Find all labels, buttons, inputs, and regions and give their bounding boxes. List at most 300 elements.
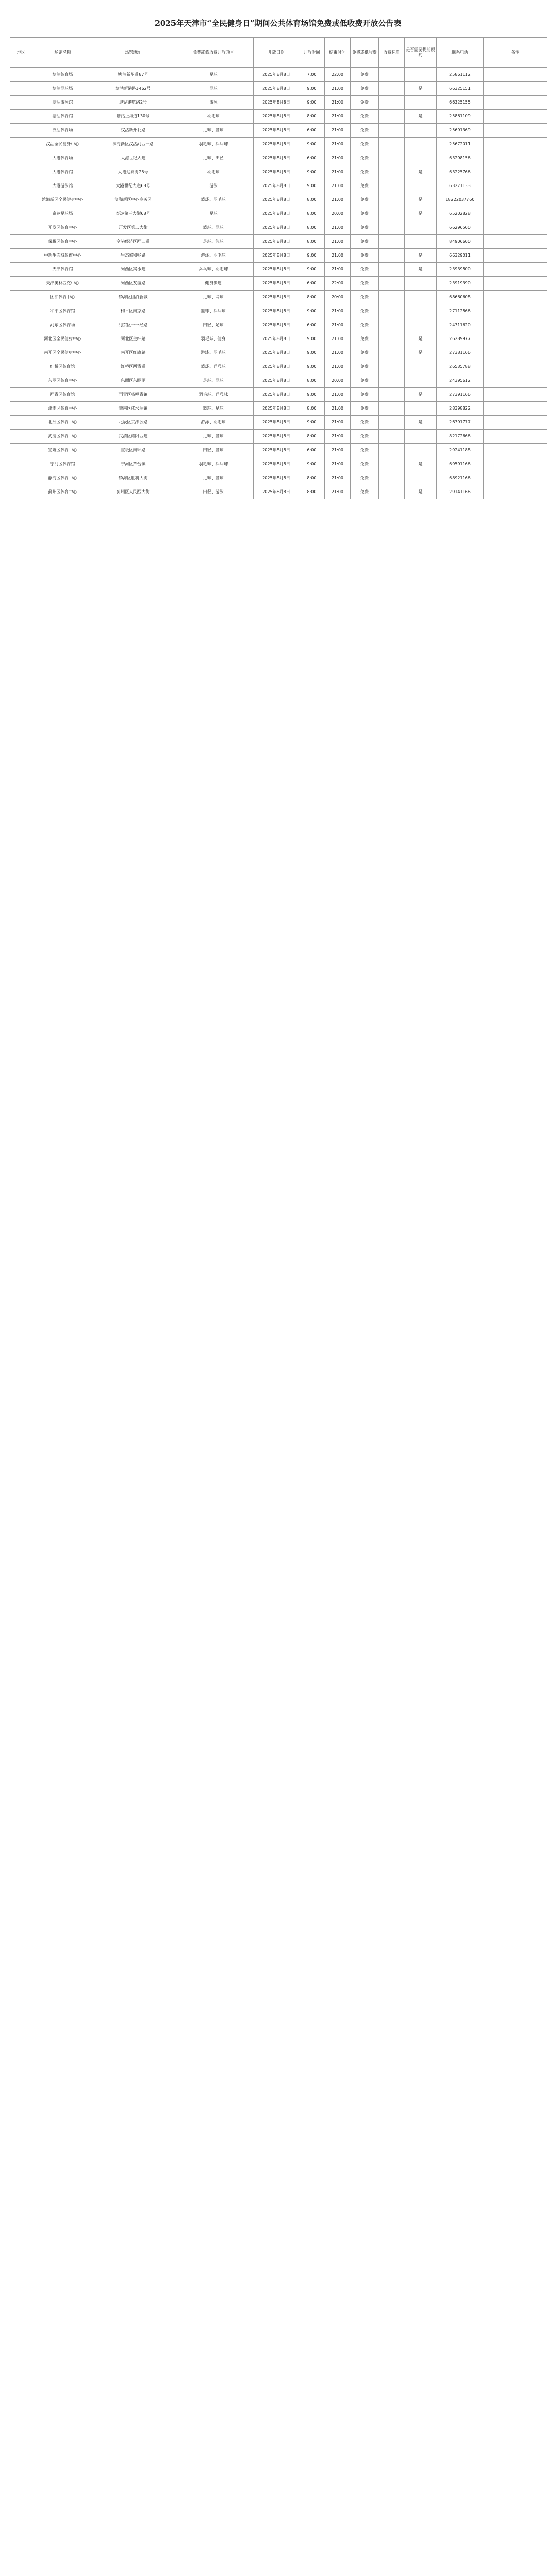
cell-venue-address: 蓟州区人民西大街: [93, 485, 173, 499]
cell-district: [10, 179, 32, 193]
cell-free-items: 足球: [173, 207, 254, 221]
cell-free-items: 健身步道: [173, 277, 254, 291]
cell-close-time: 21:00: [325, 179, 351, 193]
cell-close-time: 21:00: [325, 82, 351, 96]
header-phone: 联系电话: [437, 38, 484, 68]
cell-open-date: 2025年8月8日: [254, 346, 299, 360]
cell-venue-name: 北辰区体育中心: [32, 416, 93, 430]
cell-open-time: 8:00: [299, 193, 325, 207]
cell-venue-name: 宝坻区体育中心: [32, 444, 93, 457]
cell-free-items: 足球、篮球: [173, 235, 254, 249]
cell-free-or-low: 免费: [351, 416, 379, 430]
cell-open-time: 8:00: [299, 471, 325, 485]
cell-venue-name: 河东区体育场: [32, 318, 93, 332]
cell-free-items: 足球: [173, 68, 254, 82]
venue-table: [10, 37, 547, 499]
table-row: [10, 207, 547, 221]
table-row: [10, 374, 547, 388]
cell-district: [10, 138, 32, 151]
cell-phone: 69591166: [437, 457, 484, 471]
cell-district: [10, 235, 32, 249]
cell-venue-address: 大港世纪大道68号: [93, 179, 173, 193]
cell-reservation: 是: [405, 249, 437, 263]
cell-venue-address: 静海区团泊新城: [93, 291, 173, 304]
cell-open-date: 2025年8月8日: [254, 263, 299, 277]
cell-phone: 25691369: [437, 124, 484, 138]
cell-open-time: 9:00: [299, 96, 325, 110]
cell-fee-standard: [379, 151, 405, 165]
cell-venue-name: 开发区体育中心: [32, 221, 93, 235]
cell-fee-standard: [379, 318, 405, 332]
cell-free-or-low: 免费: [351, 165, 379, 179]
cell-free-items: 足球、网球: [173, 374, 254, 388]
cell-reservation: [405, 291, 437, 304]
cell-open-date: 2025年8月8日: [254, 124, 299, 138]
cell-fee-standard: [379, 193, 405, 207]
cell-open-date: 2025年8月8日: [254, 471, 299, 485]
cell-district: [10, 430, 32, 444]
cell-remarks: [484, 304, 547, 318]
cell-venue-name: 南开区全民健身中心: [32, 346, 93, 360]
cell-free-items: 田径、篮球: [173, 444, 254, 457]
cell-reservation: 是: [405, 485, 437, 499]
cell-close-time: 21:00: [325, 304, 351, 318]
cell-open-date: 2025年8月8日: [254, 291, 299, 304]
cell-open-time: 8:00: [299, 374, 325, 388]
cell-close-time: 21:00: [325, 138, 351, 151]
cell-district: [10, 193, 32, 207]
table-row: [10, 416, 547, 430]
cell-open-time: 9:00: [299, 457, 325, 471]
cell-open-date: 2025年8月8日: [254, 374, 299, 388]
cell-remarks: [484, 332, 547, 346]
cell-venue-name: 河北区全民健身中心: [32, 332, 93, 346]
cell-fee-standard: [379, 402, 405, 416]
cell-remarks: [484, 82, 547, 96]
cell-open-time: 6:00: [299, 151, 325, 165]
cell-venue-name: 塘沽体育场: [32, 68, 93, 82]
cell-remarks: [484, 124, 547, 138]
header-free-or-low: 免费或低收费: [351, 38, 379, 68]
cell-phone: 66296500: [437, 221, 484, 235]
cell-free-or-low: 免费: [351, 346, 379, 360]
cell-free-items: 游泳、羽毛球: [173, 346, 254, 360]
cell-free-items: 游泳: [173, 179, 254, 193]
cell-open-time: 8:00: [299, 430, 325, 444]
cell-free-or-low: 免费: [351, 207, 379, 221]
cell-phone: 27381166: [437, 346, 484, 360]
cell-free-or-low: 免费: [351, 402, 379, 416]
cell-close-time: 20:00: [325, 291, 351, 304]
cell-open-date: 2025年8月8日: [254, 304, 299, 318]
cell-close-time: 21:00: [325, 416, 351, 430]
cell-free-or-low: 免费: [351, 304, 379, 318]
cell-phone: 28398822: [437, 402, 484, 416]
cell-free-or-low: 免费: [351, 457, 379, 471]
cell-reservation: 是: [405, 207, 437, 221]
cell-venue-address: 红桥区西青道: [93, 360, 173, 374]
cell-free-or-low: 免费: [351, 179, 379, 193]
cell-phone: 68921166: [437, 471, 484, 485]
cell-open-date: 2025年8月8日: [254, 444, 299, 457]
cell-open-time: 9:00: [299, 388, 325, 402]
table-row: [10, 471, 547, 485]
cell-district: [10, 471, 32, 485]
cell-reservation: [405, 430, 437, 444]
cell-close-time: 21:00: [325, 346, 351, 360]
cell-remarks: [484, 485, 547, 499]
cell-district: [10, 318, 32, 332]
cell-venue-address: 滨海新区汉沽河西一路: [93, 138, 173, 151]
cell-venue-address: 北辰区京津公路: [93, 416, 173, 430]
header-reservation: 是否需要提前预约: [405, 38, 437, 68]
cell-fee-standard: [379, 124, 405, 138]
cell-free-items: 羽毛球: [173, 165, 254, 179]
cell-free-or-low: 免费: [351, 332, 379, 346]
cell-close-time: 20:00: [325, 374, 351, 388]
cell-reservation: 是: [405, 110, 437, 124]
cell-free-items: 游泳、羽毛球: [173, 416, 254, 430]
header-venue-name: 场馆名称: [32, 38, 93, 68]
cell-venue-address: 塘沽港航路2号: [93, 96, 173, 110]
cell-venue-name: 塘沽游泳馆: [32, 96, 93, 110]
table-row: [10, 179, 547, 193]
cell-remarks: [484, 151, 547, 165]
cell-fee-standard: [379, 457, 405, 471]
cell-fee-standard: [379, 96, 405, 110]
table-row: [10, 138, 547, 151]
cell-venue-address: 南开区红旗路: [93, 346, 173, 360]
cell-close-time: 21:00: [325, 402, 351, 416]
cell-remarks: [484, 457, 547, 471]
cell-reservation: [405, 402, 437, 416]
cell-phone: 26535788: [437, 360, 484, 374]
cell-open-date: 2025年8月8日: [254, 221, 299, 235]
cell-free-items: 羽毛球、乒乓球: [173, 388, 254, 402]
cell-free-or-low: 免费: [351, 151, 379, 165]
cell-phone: 66325151: [437, 82, 484, 96]
cell-reservation: [405, 360, 437, 374]
cell-open-time: 8:00: [299, 291, 325, 304]
cell-open-time: 6:00: [299, 124, 325, 138]
cell-phone: 25672011: [437, 138, 484, 151]
cell-district: [10, 82, 32, 96]
cell-open-time: 9:00: [299, 249, 325, 263]
cell-open-date: 2025年8月8日: [254, 249, 299, 263]
cell-free-items: 羽毛球、乒乓球: [173, 138, 254, 151]
cell-venue-name: 泰达足球场: [32, 207, 93, 221]
cell-venue-name: 津南区体育中心: [32, 402, 93, 416]
cell-remarks: [484, 374, 547, 388]
cell-open-date: 2025年8月8日: [254, 457, 299, 471]
cell-district: [10, 151, 32, 165]
cell-remarks: [484, 96, 547, 110]
cell-free-items: 羽毛球、健身: [173, 332, 254, 346]
cell-reservation: [405, 304, 437, 318]
cell-district: [10, 346, 32, 360]
cell-free-or-low: 免费: [351, 138, 379, 151]
cell-free-items: 篮球、网球: [173, 221, 254, 235]
table-row: [10, 346, 547, 360]
cell-free-or-low: 免费: [351, 471, 379, 485]
cell-venue-address: 河西区宾水道: [93, 263, 173, 277]
cell-open-date: 2025年8月8日: [254, 485, 299, 499]
cell-open-date: 2025年8月8日: [254, 360, 299, 374]
table-row: [10, 332, 547, 346]
table-row: [10, 485, 547, 499]
cell-reservation: 是: [405, 388, 437, 402]
cell-venue-address: 塘沽新港路1462号: [93, 82, 173, 96]
cell-phone: 26289977: [437, 332, 484, 346]
cell-free-or-low: 免费: [351, 291, 379, 304]
cell-venue-name: 东丽区体育中心: [32, 374, 93, 388]
cell-close-time: 21:00: [325, 151, 351, 165]
cell-venue-name: 天津体育馆: [32, 263, 93, 277]
cell-phone: 18222037760: [437, 193, 484, 207]
cell-venue-address: 塘沽新华道87号: [93, 68, 173, 82]
cell-venue-name: 中新生态城体育中心: [32, 249, 93, 263]
cell-venue-address: 河西区友谊路: [93, 277, 173, 291]
cell-fee-standard: [379, 82, 405, 96]
cell-phone: 66325155: [437, 96, 484, 110]
cell-close-time: 21:00: [325, 332, 351, 346]
cell-close-time: 21:00: [325, 124, 351, 138]
cell-free-or-low: 免费: [351, 96, 379, 110]
cell-reservation: 是: [405, 193, 437, 207]
cell-venue-address: 大港迎宾街25号: [93, 165, 173, 179]
cell-venue-name: 和平区体育馆: [32, 304, 93, 318]
cell-open-time: 7:00: [299, 68, 325, 82]
table-row: [10, 277, 547, 291]
cell-open-date: 2025年8月8日: [254, 277, 299, 291]
cell-close-time: 21:00: [325, 193, 351, 207]
cell-free-items: 篮球、足球: [173, 402, 254, 416]
cell-remarks: [484, 207, 547, 221]
table-row: [10, 151, 547, 165]
header-remarks: 备注: [484, 38, 547, 68]
cell-venue-address: 津南区咸水沽镇: [93, 402, 173, 416]
cell-open-time: 9:00: [299, 263, 325, 277]
cell-venue-name: 蓟州区体育中心: [32, 485, 93, 499]
cell-fee-standard: [379, 221, 405, 235]
cell-district: [10, 277, 32, 291]
cell-remarks: [484, 110, 547, 124]
cell-remarks: [484, 68, 547, 82]
table-row: [10, 318, 547, 332]
cell-open-time: 8:00: [299, 221, 325, 235]
cell-open-date: 2025年8月8日: [254, 96, 299, 110]
cell-close-time: 20:00: [325, 207, 351, 221]
cell-close-time: 21:00: [325, 235, 351, 249]
cell-close-time: 21:00: [325, 485, 351, 499]
cell-reservation: 是: [405, 82, 437, 96]
cell-phone: 82172666: [437, 430, 484, 444]
cell-open-date: 2025年8月8日: [254, 332, 299, 346]
cell-open-time: 6:00: [299, 277, 325, 291]
cell-reservation: [405, 471, 437, 485]
header-open-date: 开放日期: [254, 38, 299, 68]
cell-close-time: 21:00: [325, 318, 351, 332]
cell-remarks: [484, 235, 547, 249]
cell-close-time: 21:00: [325, 110, 351, 124]
cell-phone: 29141166: [437, 485, 484, 499]
cell-close-time: 21:00: [325, 165, 351, 179]
table-row: [10, 457, 547, 471]
cell-fee-standard: [379, 291, 405, 304]
cell-close-time: 21:00: [325, 444, 351, 457]
table-row: [10, 165, 547, 179]
header-close-time: 结束时间: [325, 38, 351, 68]
cell-remarks: [484, 221, 547, 235]
cell-remarks: [484, 249, 547, 263]
cell-remarks: [484, 430, 547, 444]
cell-open-date: 2025年8月8日: [254, 388, 299, 402]
cell-open-date: 2025年8月8日: [254, 193, 299, 207]
cell-venue-name: 大港体育馆: [32, 165, 93, 179]
cell-venue-name: 西青区体育馆: [32, 388, 93, 402]
cell-remarks: [484, 165, 547, 179]
cell-fee-standard: [379, 374, 405, 388]
cell-free-or-low: 免费: [351, 318, 379, 332]
cell-phone: 29241188: [437, 444, 484, 457]
cell-district: [10, 263, 32, 277]
cell-district: [10, 207, 32, 221]
cell-district: [10, 388, 32, 402]
cell-fee-standard: [379, 485, 405, 499]
cell-close-time: 21:00: [325, 360, 351, 374]
cell-remarks: [484, 360, 547, 374]
cell-remarks: [484, 263, 547, 277]
cell-free-or-low: 免费: [351, 277, 379, 291]
cell-venue-name: 大港游泳馆: [32, 179, 93, 193]
table-row: [10, 402, 547, 416]
table-row: [10, 444, 547, 457]
cell-district: [10, 96, 32, 110]
cell-free-items: 田径、足球: [173, 318, 254, 332]
cell-free-or-low: 免费: [351, 388, 379, 402]
cell-open-time: 8:00: [299, 110, 325, 124]
cell-venue-address: 泰达第三大街68号: [93, 207, 173, 221]
cell-district: [10, 110, 32, 124]
cell-open-date: 2025年8月8日: [254, 416, 299, 430]
cell-remarks: [484, 471, 547, 485]
cell-free-items: 足球、篮球: [173, 471, 254, 485]
cell-close-time: 21:00: [325, 249, 351, 263]
cell-phone: 65202828: [437, 207, 484, 221]
cell-remarks: [484, 388, 547, 402]
table-row: [10, 249, 547, 263]
table-row: [10, 304, 547, 318]
cell-fee-standard: [379, 165, 405, 179]
cell-venue-address: 武清区雍阳西道: [93, 430, 173, 444]
cell-free-items: 足球、篮球: [173, 124, 254, 138]
cell-phone: 25861112: [437, 68, 484, 82]
cell-venue-address: 河北区金纬路: [93, 332, 173, 346]
cell-venue-name: 天津奥林匹克中心: [32, 277, 93, 291]
cell-reservation: [405, 124, 437, 138]
cell-venue-address: 河东区十一经路: [93, 318, 173, 332]
cell-district: [10, 416, 32, 430]
cell-close-time: 21:00: [325, 263, 351, 277]
cell-phone: 23939800: [437, 263, 484, 277]
table-row: [10, 388, 547, 402]
cell-free-items: 网球: [173, 82, 254, 96]
cell-free-or-low: 免费: [351, 485, 379, 499]
cell-remarks: [484, 444, 547, 457]
cell-district: [10, 374, 32, 388]
cell-reservation: 是: [405, 332, 437, 346]
cell-fee-standard: [379, 332, 405, 346]
cell-open-time: 8:00: [299, 402, 325, 416]
cell-venue-name: 汉沽全民健身中心: [32, 138, 93, 151]
cell-fee-standard: [379, 277, 405, 291]
cell-fee-standard: [379, 430, 405, 444]
cell-phone: 66329011: [437, 249, 484, 263]
cell-venue-address: 开发区第二大街: [93, 221, 173, 235]
table-row: [10, 124, 547, 138]
cell-open-date: 2025年8月8日: [254, 82, 299, 96]
cell-reservation: [405, 221, 437, 235]
cell-venue-name: 塘沽网球场: [32, 82, 93, 96]
cell-district: [10, 165, 32, 179]
cell-open-time: 6:00: [299, 444, 325, 457]
cell-venue-address: 生态城和畅路: [93, 249, 173, 263]
cell-remarks: [484, 138, 547, 151]
cell-fee-standard: [379, 68, 405, 82]
cell-venue-name: 汉沽体育场: [32, 124, 93, 138]
cell-free-or-low: 免费: [351, 263, 379, 277]
cell-free-or-low: 免费: [351, 249, 379, 263]
header-free-items: 免费或低收费开放项目: [173, 38, 254, 68]
cell-district: [10, 249, 32, 263]
cell-venue-name: 滨海新区全民健身中心: [32, 193, 93, 207]
cell-venue-address: 和平区南京路: [93, 304, 173, 318]
cell-close-time: 21:00: [325, 96, 351, 110]
cell-free-items: 游泳: [173, 96, 254, 110]
cell-close-time: 21:00: [325, 388, 351, 402]
cell-reservation: [405, 318, 437, 332]
cell-free-items: 羽毛球、乒乓球: [173, 457, 254, 471]
table-row: [10, 82, 547, 96]
cell-venue-name: 保税区体育中心: [32, 235, 93, 249]
table-row: [10, 235, 547, 249]
cell-open-time: 9:00: [299, 332, 325, 346]
cell-free-items: 篮球、羽毛球: [173, 193, 254, 207]
cell-phone: 24395612: [437, 374, 484, 388]
cell-venue-address: 空港经济区西二道: [93, 235, 173, 249]
cell-open-date: 2025年8月8日: [254, 179, 299, 193]
cell-remarks: [484, 291, 547, 304]
cell-free-or-low: 免费: [351, 235, 379, 249]
cell-open-time: 9:00: [299, 416, 325, 430]
cell-fee-standard: [379, 110, 405, 124]
cell-remarks: [484, 179, 547, 193]
cell-district: [10, 402, 32, 416]
cell-reservation: 是: [405, 346, 437, 360]
cell-open-date: 2025年8月8日: [254, 235, 299, 249]
cell-district: [10, 291, 32, 304]
cell-close-time: 22:00: [325, 68, 351, 82]
cell-venue-address: 宝坻区南环路: [93, 444, 173, 457]
cell-open-time: 8:00: [299, 235, 325, 249]
cell-free-or-low: 免费: [351, 221, 379, 235]
cell-reservation: [405, 235, 437, 249]
cell-fee-standard: [379, 138, 405, 151]
cell-open-time: 9:00: [299, 360, 325, 374]
cell-phone: 27112866: [437, 304, 484, 318]
cell-close-time: 21:00: [325, 430, 351, 444]
cell-district: [10, 221, 32, 235]
